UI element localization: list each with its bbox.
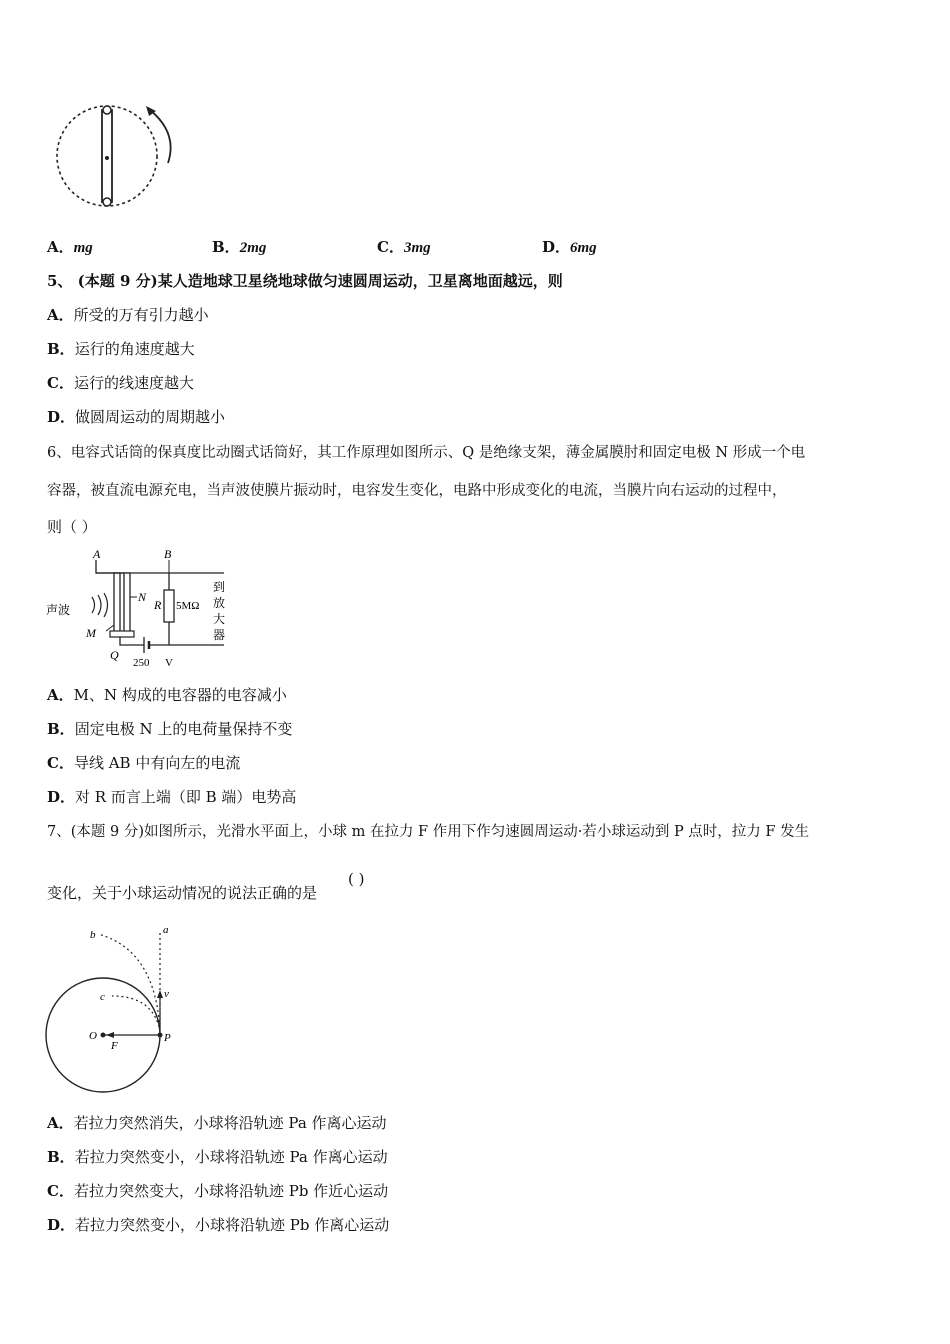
- q7-option-b[interactable]: B．若拉力突然变小，小球将沿轨迹 Pa 作离心运动: [47, 1148, 388, 1166]
- voltage-unit: V: [165, 657, 173, 669]
- label-o: O: [89, 1030, 97, 1042]
- q6-option-a[interactable]: A．M、N 构成的电容器的电容减小: [47, 686, 287, 704]
- circular-motion-figure: [44, 920, 194, 1105]
- q6-option-c[interactable]: C．导线 AB 中有向左的电流: [47, 754, 241, 772]
- label-b: B: [164, 547, 172, 561]
- q6-option-b[interactable]: B．固定电极 N 上的电荷量保持不变: [47, 720, 293, 738]
- q4-option-a[interactable]: A．mg: [47, 238, 93, 256]
- label-a: a: [163, 924, 169, 936]
- q7-stem-line2: 变化，关于小球运动情况的说法正确的是: [47, 884, 318, 902]
- q4-option-d[interactable]: D．6mg: [542, 238, 597, 256]
- q6-stem-line2: 容器，被直流电源充电，当声波使膜片振动时，电容发生变化，电路中形成变化的电流，当膜片向右运动的过程中，: [47, 483, 787, 499]
- voltage-value: 250: [133, 657, 150, 669]
- label-b: b: [90, 929, 96, 941]
- label-m: M: [86, 626, 96, 640]
- label-n: N: [138, 590, 147, 604]
- label-q: Q: [110, 648, 119, 662]
- amplifier-char-1: 到: [213, 580, 226, 594]
- resistor-value: 5MΩ: [176, 600, 200, 612]
- q5-option-c[interactable]: C．运行的线速度越大: [47, 374, 194, 392]
- amplifier-char-3: 大: [213, 612, 226, 626]
- amplifier-char-4: 器: [213, 628, 226, 642]
- q5-option-b[interactable]: B．运行的角速度越大: [47, 340, 195, 358]
- amplifier-char-2: 放: [213, 596, 226, 610]
- q6-stem-line3: 则（ ）: [47, 518, 97, 536]
- q7-answer-paren: ( ): [348, 870, 365, 888]
- label-r: R: [154, 598, 162, 612]
- q6-stem-line1: 6、电容式话筒的保真度比动圈式话筒好，其工作原理如图所示、Q 是绝缘支架，薄金属膜肘和固定电极 N 形成一个电: [47, 445, 806, 461]
- label-a: A: [93, 547, 101, 561]
- label-c: c: [100, 991, 105, 1003]
- q7-option-a[interactable]: A．若拉力突然消失，小球将沿轨迹 Pa 作离心运动: [47, 1114, 387, 1132]
- label-p: P: [164, 1032, 171, 1044]
- q4-option-c[interactable]: C．3mg: [377, 238, 431, 256]
- q5-stem: 5、 (本题 9 分)某人造地球卫星绕地球做匀速圆周运动，卫星离地面越远，则: [47, 272, 563, 290]
- q7-option-c[interactable]: C．若拉力突然变大，小球将沿轨迹 Pb 作近心运动: [47, 1182, 389, 1200]
- rod-circle-figure: [50, 98, 190, 213]
- microphone-circuit-figure: [44, 545, 240, 670]
- label-f: F: [111, 1040, 118, 1052]
- q6-option-d[interactable]: D．对 R 而言上端（即 B 端）电势高: [47, 788, 297, 806]
- q5-option-d[interactable]: D．做圆周运动的周期越小: [47, 408, 226, 426]
- q7-option-d[interactable]: D．若拉力突然变小，小球将沿轨迹 Pb 作离心运动: [47, 1216, 390, 1234]
- q7-stem-line1: 7、(本题 9 分)如图所示，光滑水平面上，小球 m 在拉力 F 作用下作匀速圆周运动·若小球运动到 P 点时，拉力 F 发生: [47, 824, 810, 840]
- label-v: v: [164, 988, 169, 1000]
- q5-option-a[interactable]: A．所受的万有引力越小: [47, 306, 209, 324]
- q4-option-b[interactable]: B．2mg: [212, 238, 267, 256]
- sound-label: 声波: [46, 603, 71, 617]
